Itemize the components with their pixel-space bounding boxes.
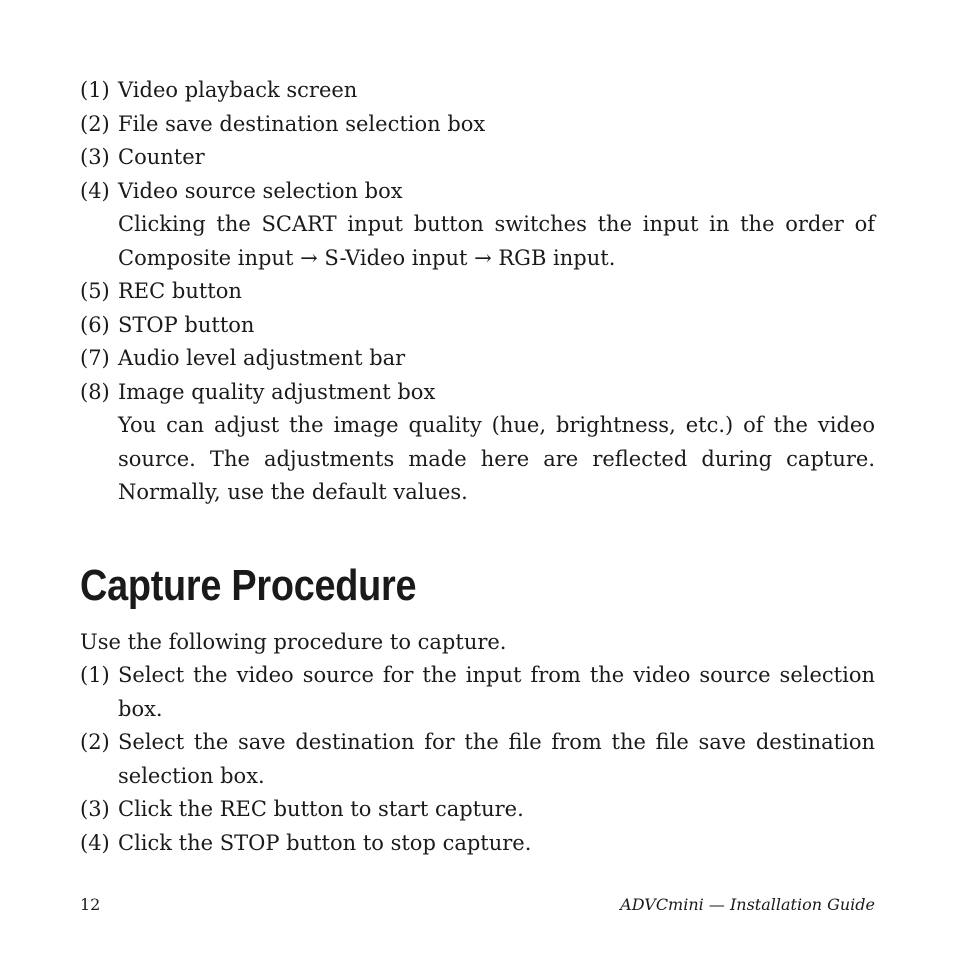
item-text: Image quality adjustment box bbox=[118, 379, 436, 404]
list-item bbox=[80, 275, 875, 309]
section-heading: Capture Procedure bbox=[80, 560, 417, 610]
document-title: ADVCmini — Installation Guide bbox=[620, 895, 875, 914]
item-description: You can adjust the image quality (hue, brightness, etc.) of the video source. The adjustments made here are reflected during capture. Normally, use the default values. bbox=[118, 413, 875, 504]
step-number: (1) bbox=[80, 663, 110, 687]
item-number: (3) bbox=[80, 145, 110, 169]
item-number: (8) bbox=[80, 379, 110, 404]
item-text: Video source selection box bbox=[118, 178, 403, 203]
item-number: (5) bbox=[80, 279, 110, 303]
list-item bbox=[80, 74, 875, 108]
item-description: Clicking the SCART input button switches the input in the order of Composite input → S-Video input → RGB input. bbox=[118, 212, 875, 270]
item-text: REC button bbox=[118, 279, 242, 303]
item-text: Audio level adjustment bar bbox=[118, 346, 406, 370]
step-number: (2) bbox=[80, 730, 110, 754]
list-item bbox=[80, 309, 875, 343]
item-text: STOP button bbox=[118, 312, 255, 337]
list-item bbox=[80, 659, 875, 726]
list-item bbox=[80, 108, 875, 142]
page-number: 12 bbox=[80, 895, 101, 914]
page-content bbox=[80, 74, 875, 860]
item-text: Counter bbox=[118, 145, 205, 169]
list-item bbox=[80, 827, 875, 861]
item-text: Video playback screen bbox=[118, 78, 358, 102]
list-item bbox=[80, 726, 875, 793]
item-number: (6) bbox=[80, 312, 110, 337]
item-number: (7) bbox=[80, 346, 110, 370]
step-text: Select the video source for the input from the video source selection box. bbox=[118, 663, 875, 721]
section-intro: Use the following procedure to capture. bbox=[80, 629, 507, 654]
list-item bbox=[80, 141, 875, 175]
item-text: File save destination selection box bbox=[118, 111, 486, 136]
step-number: (3) bbox=[80, 797, 110, 821]
list-item bbox=[80, 793, 875, 827]
item-number: (1) bbox=[80, 78, 110, 102]
step-text: Click the STOP button to stop capture. bbox=[118, 830, 532, 855]
step-number: (4) bbox=[80, 830, 110, 855]
procedure-steps bbox=[80, 659, 875, 860]
list-item bbox=[80, 376, 875, 510]
item-number: (4) bbox=[80, 178, 110, 203]
item-number: (2) bbox=[80, 111, 110, 136]
step-text: Click the REC button to start capture. bbox=[118, 797, 524, 821]
list-item bbox=[80, 175, 875, 276]
list-item bbox=[80, 342, 875, 376]
component-list bbox=[80, 74, 875, 510]
step-text: Select the save destination for the file from the file save destination selection box. bbox=[118, 730, 875, 788]
